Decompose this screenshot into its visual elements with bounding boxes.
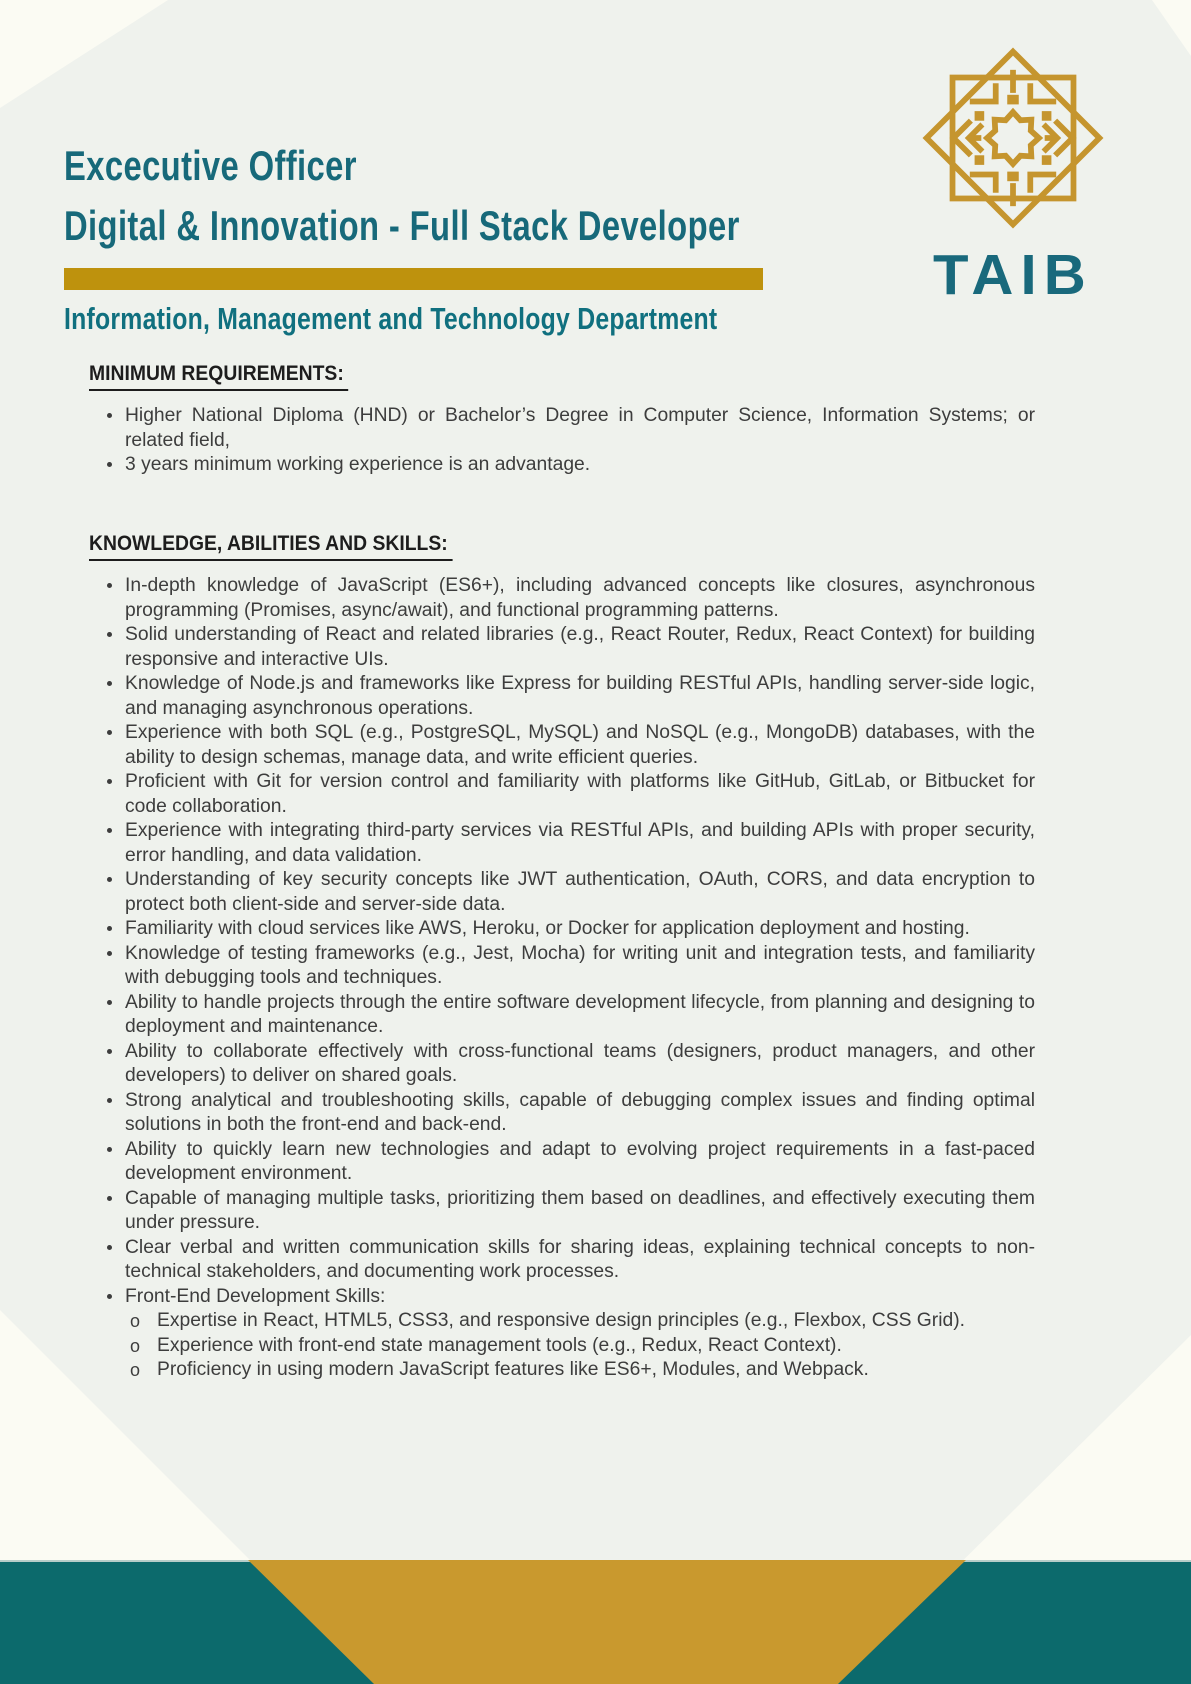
list-item-text: Proficient with Git for version control and familiarity with platforms like GitHub, GitLab, or Bitbucket for code collaboration. [125, 771, 1035, 817]
department-title: Information, Management and Technology Department [64, 301, 718, 336]
list-item [104, 991, 1035, 1040]
gold-divider-bar [64, 268, 763, 290]
list-item [104, 574, 1035, 623]
bullet-icon [107, 632, 112, 637]
bullet-icon [107, 779, 112, 784]
bullet-icon [107, 1147, 112, 1152]
list-item-text: Capable of managing multiple tasks, prioritizing them based on deadlines, and effectively executing them under pressure. [125, 1187, 1035, 1233]
job-title [64, 136, 740, 256]
job-title-line2: Digital & Innovation - Full Stack Developer [64, 202, 740, 249]
list-item-text: Strong analytical and troubleshooting skills, capable of debugging complex issues and finding optimal solutions in both the front-end and back-end. [125, 1089, 1035, 1135]
bullet-icon [107, 1000, 112, 1005]
list-item [104, 672, 1035, 721]
list-item-text: 3 years minimum working experience is an advantage. [125, 454, 591, 475]
section-heading-knowledge-abilities-skills [89, 531, 452, 561]
sub-list-item-text: Proficiency in using modern JavaScript features like ES6+, Modules, and Webpack. [157, 1359, 869, 1380]
bullet-icon [107, 583, 112, 588]
list-item-text: Understanding of key security concepts like JWT authentication, OAuth, CORS, and data encryption to protect both client-side and server-side data. [125, 869, 1035, 915]
list-item [104, 942, 1035, 991]
list-item-text: Front-End Development Skills: [125, 1285, 386, 1307]
bullet-icon [107, 1196, 112, 1201]
bullet-icon [107, 828, 112, 833]
list-item-text: Ability to handle projects through the entire software development lifecycle, from planning and designing to deployment and maintenance. [125, 991, 1035, 1037]
knowledge-abilities-skills-list [104, 574, 1035, 1383]
bullet-icon [107, 877, 112, 882]
section-heading-text: KNOWLEDGE, ABILITIES AND SKILLS: [89, 531, 452, 561]
list-item-text: Solid understanding of React and related libraries (e.g., React Router, Redux, React Context) for building responsive and interactive UIs. [125, 624, 1035, 670]
sub-list-item [130, 1358, 1035, 1383]
list-item [104, 721, 1035, 770]
bullet-icon [107, 681, 112, 686]
sub-list-item-text: Experience with front-end state management tools (e.g., Redux, React Context). [157, 1334, 842, 1356]
list-item [104, 1285, 1035, 1383]
list-item [104, 453, 1035, 478]
bullet-icon [107, 462, 112, 467]
list-item [104, 819, 1035, 868]
list-item-text: Knowledge of Node.js and frameworks like Express for building RESTful APIs, handling server-side logic, and managing asynchronous operations. [125, 673, 1035, 719]
list-item [104, 404, 1035, 453]
list-item-text: Clear verbal and written communication skills for sharing ideas, explaining technical concepts to non-technical stakeholders, and documenting work processes. [125, 1236, 1035, 1282]
sub-list-item [130, 1309, 1035, 1334]
section-heading-text: MINIMUM REQUIREMENTS: [89, 361, 348, 391]
list-item [104, 1089, 1035, 1138]
list-item [104, 770, 1035, 819]
list-item [104, 1236, 1035, 1285]
circle-bullet-icon: o [130, 1360, 141, 1380]
taib-wordmark: TAIB [933, 243, 1093, 307]
sub-list-item [130, 1334, 1035, 1359]
list-item [104, 868, 1035, 917]
bullet-icon [107, 1098, 112, 1103]
bullet-icon [107, 413, 112, 418]
list-item-text: Ability to collaborate effectively with cross-functional teams (designers, product managers, and other developers) to deliver on shared goals. [125, 1040, 1035, 1086]
list-item [104, 1187, 1035, 1236]
list-item-text: Higher National Diploma (HND) or Bachelor’s Degree in Computer Science, Information Systems; or related field, [125, 405, 1035, 451]
bullet-list [104, 404, 1035, 478]
bullet-icon [107, 1245, 112, 1250]
list-item-text: In-depth knowledge of JavaScript (ES6+), including advanced concepts like closures, asynchronous programming (Promises, async/await), and functional programming patterns. [125, 575, 1035, 621]
bullet-icon [107, 1294, 112, 1299]
minimum-requirements-list [104, 404, 1035, 478]
bullet-icon [107, 926, 112, 931]
list-item-text: Ability to quickly learn new technologies and adapt to evolving project requirements in a fast-paced development environment. [125, 1138, 1035, 1184]
list-item-text: Experience with integrating third-party services via RESTful APIs, and building APIs with proper security, error handling, and data validation. [125, 820, 1035, 866]
taib-logo [908, 40, 1118, 308]
bullet-icon [107, 730, 112, 735]
list-item-text: Knowledge of testing frameworks (e.g., Jest, Mocha) for writing unit and integration tests, and familiarity with debugging tools and techniques. [125, 942, 1035, 988]
job-title-line1: Excecutive Officer [64, 142, 357, 189]
bullet-icon [107, 951, 112, 956]
list-item [104, 917, 1035, 942]
list-item [104, 623, 1035, 672]
list-item-text: Experience with both SQL (e.g., PostgreSQL, MySQL) and NoSQL (e.g., MongoDB) databases, with the ability to design schemas, manage data, and write efficient queries. [125, 722, 1035, 768]
list-item-text: Familiarity with cloud services like AWS, Heroku, or Docker for application deployment and hosting. [125, 918, 970, 939]
list-item [104, 1040, 1035, 1089]
circle-bullet-icon: o [130, 1335, 141, 1356]
section-heading-minimum-requirements [89, 361, 348, 391]
bullet-list [104, 574, 1035, 1383]
taib-kufic-star-emblem-icon [917, 40, 1109, 236]
sub-bullet-list [130, 1309, 1035, 1383]
circle-bullet-icon: o [130, 1311, 141, 1331]
bullet-icon [107, 1049, 112, 1054]
sub-list-item-text: Expertise in React, HTML5, CSS3, and responsive design principles (e.g., Flexbox, CSS Grid). [157, 1310, 966, 1331]
list-item [104, 1138, 1035, 1187]
